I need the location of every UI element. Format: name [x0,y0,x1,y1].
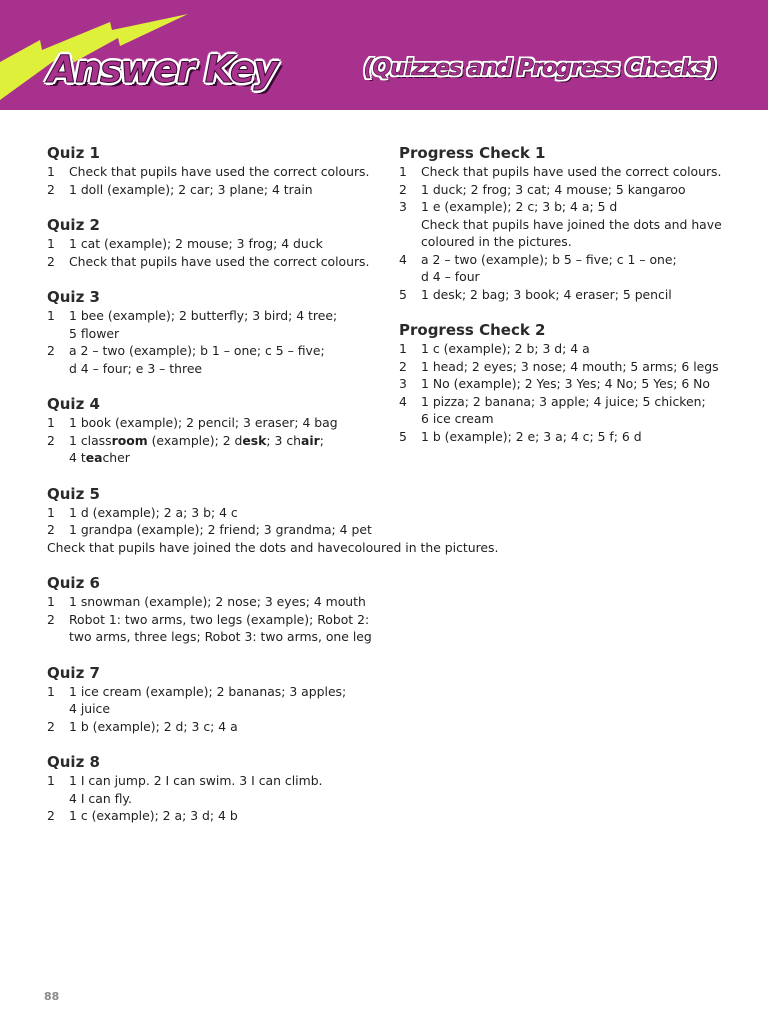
answer-text: 1 head; 2 eyes; 3 nose; 4 mouth; 5 arms; 6 legs [421,358,719,374]
item-number: 1 [47,773,55,788]
item-number: 2 [47,808,55,823]
section-title: Quiz 7 [47,663,100,682]
item-number: 2 [47,432,55,448]
answer-text: a 2 – two (example); b 5 – five; c 1 – one; [421,251,677,267]
answer-text: 1 c (example); 2 b; 3 d; 4 a [421,341,590,356]
answer-text: Check that pupils have used the correct colours. [69,164,370,179]
answer-text: 1 bee (example); 2 butterfly; 3 bird; 4 tree; [69,308,338,323]
answer-text: Check that pupils have used the correct colours. [69,253,370,269]
answer-text: 1 b (example); 2 d; 3 c; 4 a [69,718,238,734]
answer-item [399,428,729,446]
answer-text: coloured in the pictures. [347,539,499,555]
answer-section [47,143,377,198]
answer-item [399,251,729,286]
answer-item [47,772,377,807]
item-number: 1 [47,308,55,323]
answer-item [399,375,729,393]
answer-section [399,143,729,303]
item-number: 2 [47,611,55,627]
answer-text: 4 I can fly. [69,790,132,806]
answer-text: 1 No (example); 2 Yes; 3 Yes; 4 No; 5 Yes; 6 No [421,376,710,391]
answer-text: Check that pupils have used the correct colours. [421,164,722,179]
answer-item [399,286,729,304]
page-number: 88 [44,990,60,1003]
answer-text: 1 snowman (example); 2 nose; 3 eyes; 4 mouth [69,594,366,609]
answer-text: 1 e (example); 2 c; 3 b; 4 a; 5 d [421,199,618,214]
item-number: 1 [47,236,55,251]
section-title: Progress Check 1 [399,144,546,162]
item-number: 1 [47,415,55,430]
answer-item [47,683,377,718]
item-number: 1 [47,683,55,699]
answer-text: d 4 – four; e 3 – three [69,360,203,376]
answer-item [47,504,377,522]
answer-text: coloured in the pictures. [421,234,572,249]
item-number: 5 [399,286,407,302]
answer-item [47,163,377,181]
answer-section [47,215,377,270]
answer-section [47,394,377,467]
section-title: Quiz 5 [47,484,100,503]
answer-text: Robot 1: two arms, two legs (example); Robot 2: [69,611,370,627]
answer-text: 1 desk; 2 bag; 3 book; 4 eraser; 5 pencil [421,286,672,302]
answer-text: 4 juice [69,701,110,716]
answer-item [399,163,729,181]
answer-text: 1 d (example); 2 a; 3 b; 4 c [69,504,238,520]
item-number: 2 [47,181,55,197]
answer-section [47,484,499,557]
right-column [399,143,729,462]
answer-text: 6 ice cream [421,411,494,426]
item-number: 1 [47,164,55,179]
item-number: 2 [399,181,407,197]
section-title: Quiz 6 [47,574,100,592]
section-title: Quiz 2 [47,216,100,234]
answer-text: 1 pizza; 2 banana; 3 apple; 4 juice; 5 chicken; [421,393,706,409]
item-number: 1 [47,504,55,520]
answer-item [399,198,729,251]
section-title: Quiz 8 [47,753,100,771]
section-title: Quiz 3 [47,288,100,306]
answer-text: two arms, three legs; Robot 3: two arms, one leg [69,629,372,644]
answer-item [47,342,377,377]
item-number: 2 [47,253,55,269]
answer-text: 1 ice cream (example); 2 bananas; 3 apples; [69,683,347,699]
answer-text: 5 flower [69,325,120,341]
answer-item [47,611,377,646]
answer-text: Check that pupils have joined the dots and have [421,216,722,232]
item-number: 2 [47,522,55,537]
answer-item [399,358,729,376]
answer-item [47,235,377,253]
item-number: 5 [399,428,407,444]
answer-text: 1 I can jump. 2 I can swim. 3 I can climb. [69,773,323,788]
item-number: 1 [399,341,407,356]
answer-section [47,663,377,736]
answer-text: d 4 – four [421,269,480,284]
answer-item [47,181,377,199]
answer-item [47,253,377,271]
page-subtitle: (Quizzes and Progress Checks) [363,56,716,81]
item-number: 3 [399,199,407,214]
item-number: 2 [47,343,55,358]
item-number: 1 [47,594,55,609]
answer-section [47,287,377,377]
answer-section [399,320,729,445]
answer-item [399,181,729,199]
answer-item [399,393,729,428]
answer-item [399,340,729,358]
item-number: 4 [399,251,407,267]
answer-text: 1 duck; 2 frog; 3 cat; 4 mouse; 5 kangaroo [421,181,686,197]
item-number: 1 [399,164,407,179]
item-number: 3 [399,376,407,391]
answer-text: 1 c (example); 2 a; 3 d; 4 b [69,808,238,823]
page-title: Answer Key [48,48,277,91]
item-number: 2 [47,718,55,734]
section-title: Quiz 4 [47,395,100,413]
item-number: 4 [399,393,407,409]
answer-item [47,432,377,467]
answer-text: 1 classroom (example); 2 desk; 3 chair; [69,432,324,448]
answer-item [47,307,377,342]
answer-section [47,752,377,825]
answer-text: 1 doll (example); 2 car; 3 plane; 4 train [69,181,313,197]
answer-text: 4 teacher [69,450,130,465]
answer-text: 1 grandpa (example); 2 friend; 3 grandma; 4 pet [69,522,372,537]
section-title: Quiz 1 [47,144,100,162]
answer-item [47,593,377,611]
answer-text: Check that pupils have joined the dots and have [47,539,348,555]
answer-item [47,807,377,825]
answer-item [47,414,377,432]
item-number: 2 [399,358,407,374]
answer-item [47,718,377,736]
answer-item [47,539,499,557]
section-title: Progress Check 2 [399,321,546,339]
answer-item [47,521,377,539]
answer-text: 1 b (example); 2 e; 3 a; 4 c; 5 f; 6 d [421,428,642,444]
answer-text: 1 book (example); 2 pencil; 3 eraser; 4 bag [69,415,338,430]
answer-section [47,573,377,646]
answer-text: 1 cat (example); 2 mouse; 3 frog; 4 duck [69,236,323,251]
header-banner [0,0,768,110]
answer-text: a 2 – two (example); b 1 – one; c 5 – five; [69,343,325,358]
